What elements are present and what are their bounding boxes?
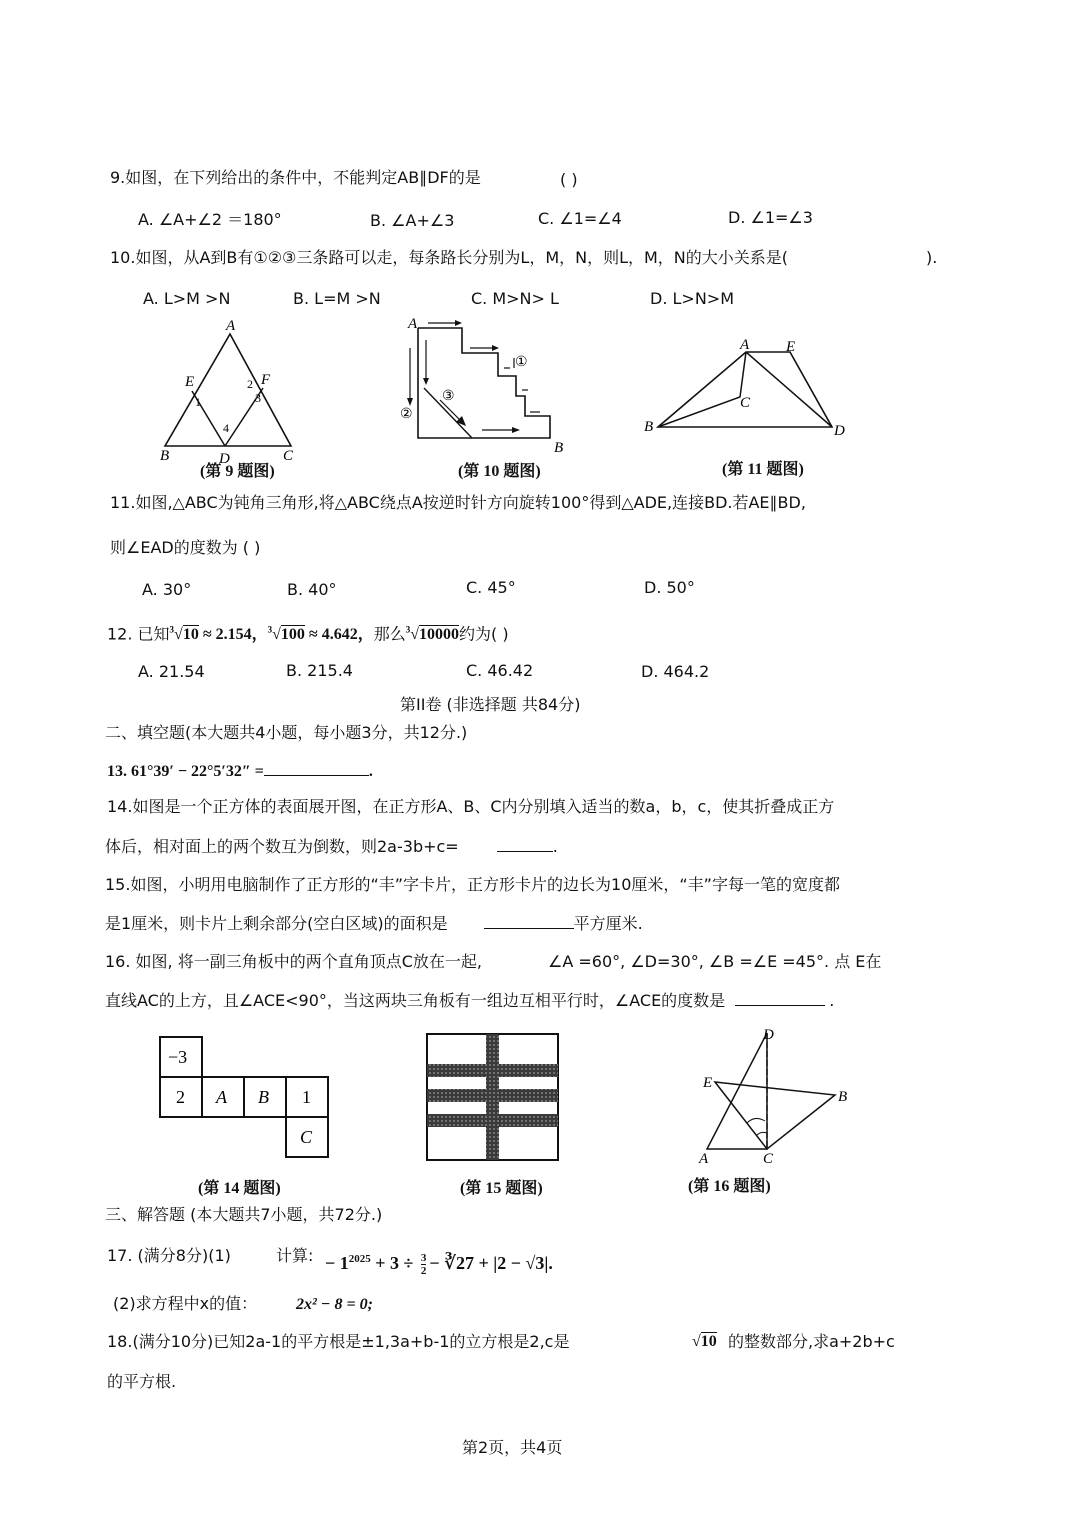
q17-expr-b: + 3 ÷	[370, 1253, 418, 1273]
q18-radical: √10	[692, 1333, 717, 1350]
q11-option-d: D. 50°	[644, 578, 695, 597]
q11-option-c: C. 45°	[466, 578, 516, 597]
fig9-label-c: C	[283, 448, 294, 464]
figure-10-caption: (第 10 题图)	[458, 463, 541, 480]
q12-suffix: 约为( )	[459, 624, 509, 644]
q12-radical-2: $^3$√100 ≈ 4.642，	[267, 625, 374, 644]
q10-option-c: C. M>N> L	[471, 289, 559, 308]
q12-mid: 那么	[373, 624, 406, 644]
fig10-label-a: A	[408, 316, 418, 332]
fig11-label-c: C	[740, 395, 751, 411]
q11-stem-2: 则∠EAD的度数为 ( )	[110, 538, 261, 557]
q10-option-b: B. L=M >N	[293, 289, 381, 308]
fig9-label-d: D	[219, 451, 230, 467]
fig10-label-b: B	[554, 440, 564, 456]
q10-option-d: D. L>N>M	[650, 289, 734, 308]
q14-line-2	[105, 837, 558, 857]
q10-stem: 10.如图，从A到B有①②③三条路可以走，每条路长分别为L，M，N，则L，M，N的大小关系是(	[110, 248, 789, 267]
figure-9-caption: (第 9 题图)	[200, 463, 275, 480]
q12-option-a: A. 21.54	[138, 662, 205, 681]
figure-14-caption: (第 14 题图)	[198, 1180, 281, 1197]
q17-expr-a: − 1	[325, 1253, 349, 1273]
fig16-label-e: E	[703, 1075, 713, 1091]
fig10-path-2: ②	[400, 407, 413, 422]
fig11-label-d: D	[834, 423, 845, 439]
q13	[107, 761, 373, 782]
figure-15-caption: (第 15 题图)	[460, 1180, 543, 1197]
q12-radical-3: $^3$√10000	[405, 625, 459, 644]
q12-option-b: B. 215.4	[286, 661, 353, 680]
q13-blank	[264, 761, 369, 776]
figure-10	[400, 318, 575, 458]
q17-fraction: $\frac{3}{2}$	[420, 1252, 427, 1278]
q12-option-d: D. 464.2	[641, 662, 710, 681]
q9-option-d: D. ∠1=∠3	[728, 208, 813, 227]
net-cell-b: B	[258, 1087, 269, 1107]
q14-blank	[497, 837, 553, 852]
q11-stem: 11.如图,△ABC为钝角三角形,将△ABC绕点A按逆时针方向旋转100°得到△ADE,连接BD.若AE∥BD,	[110, 493, 806, 512]
net-cell-2: 2	[176, 1087, 185, 1107]
q15-line-1: 15.如图，小明用电脑制作了正方形的“丰”字卡片，正方形卡片的边长为10厘米，“丰”字每一笔的宽度都	[105, 875, 840, 894]
q15-blank	[484, 914, 574, 929]
figure-16	[695, 1025, 855, 1170]
figure-14	[158, 1035, 333, 1160]
q10-option-a: A. L>M >N	[143, 289, 231, 308]
q15-unit: 平方厘米.	[573, 914, 643, 933]
q13-end: .	[368, 763, 373, 780]
fig9-angle-2: 2	[247, 377, 253, 391]
q15-line-2	[105, 914, 643, 934]
net-cell-c: C	[300, 1127, 313, 1147]
q17-expr-c: − ∛27 + |2 − √3|.	[429, 1253, 553, 1273]
q17-part2-equation: 2x² − 8 = 0;	[296, 1296, 373, 1313]
q17-part2-label: (2)求方程中x的值：	[113, 1294, 258, 1313]
fig9-angle-3: 3	[255, 391, 261, 405]
fig9-label-f: F	[261, 372, 271, 388]
q17-expression	[325, 1248, 553, 1277]
fig9-label-a: A	[226, 318, 236, 334]
q14-line-1: 14.如图是一个正方体的表面展开图，在正方形A、B、C内分别填入适当的数a，b，c，使其折叠成正方	[107, 797, 835, 816]
fig11-label-e: E	[786, 339, 796, 355]
fig10-path-1: ①	[515, 355, 528, 370]
q9-stem: 9.如图，在下列给出的条件中，不能判定AB∥DF的是	[110, 168, 481, 187]
figure-11	[640, 335, 855, 445]
net-cell-1: 1	[302, 1087, 311, 1107]
q17-part1-label: 17. (满分8分)(1)	[107, 1246, 231, 1265]
q12-option-c: C. 46.42	[466, 661, 534, 680]
fig9-label-e: E	[185, 374, 195, 390]
q12-stem	[107, 620, 509, 645]
q11-option-b: B. 40°	[287, 580, 337, 599]
fig16-label-b: B	[838, 1089, 848, 1105]
q16-end: .	[829, 991, 835, 1010]
figure-15	[425, 1032, 560, 1162]
q11-option-a: A. 30°	[142, 580, 192, 599]
q15-line-2-text: 是1厘米，则卡片上剩余部分(空白区域)的面积是	[105, 914, 448, 933]
part2-title: 第II卷 (非选择题 共84分)	[400, 695, 581, 714]
fig9-label-b: B	[160, 448, 170, 464]
q17-calc-label: 计算:	[276, 1246, 314, 1265]
q16-line-1a: 16. 如图, 将一副三角板中的两个直角顶点C放在一起,	[105, 952, 482, 971]
net-cell-a: A	[216, 1087, 227, 1107]
q13-expr: 13. 61°39′ − 22°5′32″ =	[107, 763, 264, 780]
section3-title: 三、解答题 (本大题共7小题，共72分.)	[105, 1205, 383, 1224]
q18-line-1b: 的整数部分,求a+2b+c	[728, 1332, 895, 1351]
fig16-label-c: C	[763, 1151, 774, 1167]
fig9-angle-4: 4	[223, 421, 229, 435]
figure-16-caption: (第 16 题图)	[688, 1178, 771, 1195]
q18-line-1a: 18.(满分10分)已知2a-1的平方根是±1,3a+b-1的立方根是2,c是	[107, 1332, 570, 1351]
fig9-angle-1: 1	[195, 395, 201, 409]
fig16-label-d: D	[763, 1027, 774, 1043]
q12-prefix: 12. 已知	[107, 624, 170, 644]
fig16-label-a: A	[699, 1151, 709, 1167]
q14-line-2-text: 体后，相对面上的两个数互为倒数，则2a-3b+c=	[105, 837, 459, 856]
q16-blank	[735, 991, 825, 1006]
q16-line-1b: ∠A =60°, ∠D=30°, ∠B =∠E =45°. 点 E在	[548, 952, 882, 971]
q9-option-c: C. ∠1=∠4	[538, 209, 622, 228]
q9-answer-paren: ( )	[560, 170, 578, 189]
q12-radical-1: $^3$√10 ≈ 2.154，	[169, 625, 268, 644]
q10-stem-tail: ).	[926, 248, 938, 267]
fig11-label-b: B	[644, 419, 654, 435]
q9-option-b: B. ∠A+∠3	[370, 211, 455, 230]
page-footer: 第2页，共4页	[462, 1438, 563, 1457]
q16-line-2	[105, 991, 834, 1011]
section2-title: 二、填空题(本大题共4小题，每小题3分，共12分.)	[105, 723, 468, 742]
fig10-path-3: ③	[442, 389, 455, 404]
net-cell-neg3: −3	[168, 1047, 188, 1067]
q16-line-2-text: 直线AC的上方，且∠ACE<90°，当这两块三角板有一组边互相平行时，∠ACE的度数是	[105, 991, 726, 1010]
figure-11-caption: (第 11 题图)	[722, 461, 804, 478]
fig11-label-a: A	[740, 337, 750, 353]
q14-end: .	[552, 837, 558, 856]
q9-option-a: A. ∠A+∠2 ＝180°	[138, 210, 282, 229]
q17-expr-exp: 2025	[348, 1253, 371, 1265]
q18-line-2: 的平方根.	[107, 1372, 177, 1391]
